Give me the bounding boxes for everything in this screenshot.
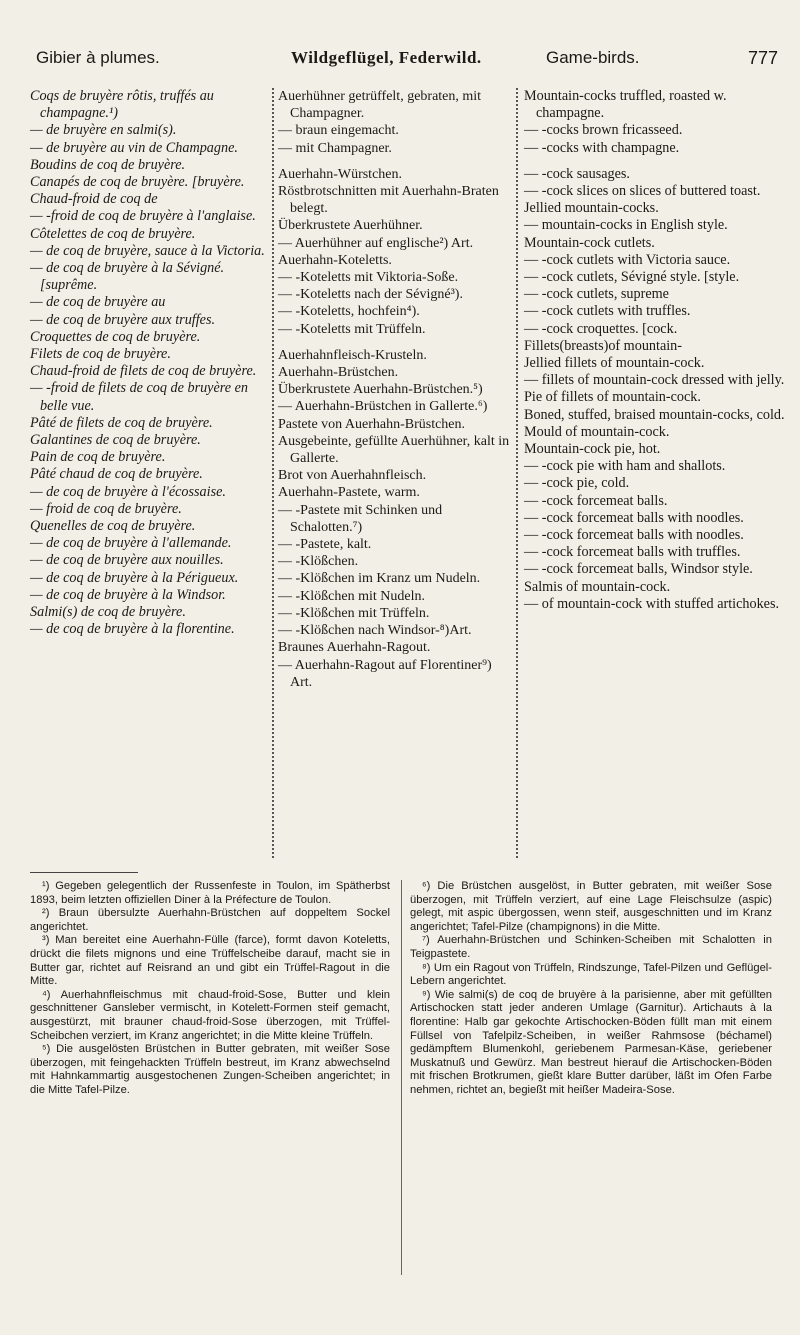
french-entry: — de bruyère en salmi(s). [30,122,177,139]
german-entry: Auerhahn-Würstchen. [278,166,403,182]
english-entry: — fillets of mountain-cock dressed with jelly. [524,372,785,389]
footnote-divider [401,880,402,1275]
german-entry: Braunes Auerhahn-Ragout. [278,640,431,656]
english-entry: Mountain-cocks truffled, roasted w. champagne. [524,88,727,122]
french-entry: Coqs de bruyère rôtis, truffés au champagne.¹) [30,88,214,122]
footnote: ³) Man bereitet eine Auerhahn-Fülle (farce), formt davon Koteletts, drückt die filets mignons und eine Trüffelscheibe darauf, macht sie in Butter gar, richtet auf Reisrand an und gibt ein Trüffel-Ragout in die Mitte. [30,934,390,988]
footnote: ⁹) Wie salmi(s) de coq de bruyère à la parisienne, aber mit gefüllten Artischocken statt jeder anderen Umlage (Garnitur). Artichauts à la florentine: Halb gar gekochte Artischocken-Böden füllt man mit einem Füllsel von Tafelpilz-Scheiben, in weißer Rahmsose (béchamel) gedämpftem Blumenkohl, geriebenem Parmesan-Käse, geriebener Muskatnuß und Gewürz. Man bestreut hierauf die Artischocken-Böden mit frischen Brotkrumen, gießt klare Butter darüber, läßt im Ofen Farbe nehmen, richtet an, begießt mit heißer Madeira-Sose. [410,988,772,1096]
german-entry: Röstbrotschnitten mit Auerhahn-Braten belegt. [278,184,499,217]
english-entry: — -cock cutlets, supreme [524,286,669,303]
english-entry: — -cock forcemeat balls, Windsor style. [524,561,753,578]
header-right-title: Game-birds. [546,48,640,67]
english-entry: — of mountain-cock with stuffed artichokes. [524,595,780,612]
footnote: ⁵) Die ausgelösten Brüstchen in Butter gebraten, mit weißer Sose überzogen, mit feingehackten Trüffeln bestreut, im Kranz abwechselnd mit Hahnkammartig ausgestochenen Zungen-Scheiben angerichtet; in die Mitte Tafel-Pilze. [30,1043,390,1096]
french-entry: Pâté de filets de coq de bruyère. [30,414,213,431]
english-entry: Salmis of mountain-cock. [524,578,671,595]
french-entry: Côtelettes de coq de bruyère. [30,225,196,242]
german-entry: Auerhahn-Koteletts. [278,252,392,268]
french-entry: Pâté chaud de coq de bruyère. [30,466,203,483]
english-entry: — -cocks brown fricasseed. [524,122,683,139]
english-entry: — -cock forcemeat balls with truffles. [524,544,741,561]
german-entry: Überkrustete Auerhahn-Brüstchen.⁵) [278,382,483,398]
english-entry: Mould of mountain-cock. [524,423,670,440]
french-entry: Boudins de coq de bruyère. [30,156,186,173]
footnotes-left [30,880,390,1098]
french-entry: Pain de coq de bruyère. [30,449,166,466]
english-entry: — -cock slices on slices of buttered toast. [524,183,761,200]
german-entry: — Auerhahn-Ragout auf Florentiner⁹) Art. [278,657,492,690]
english-entry: — mountain-cocks in English style. [524,217,728,234]
english-entry: Mountain-cock pie, hot. [524,441,661,458]
french-entry: — de coq de bruyère à l'écossaise. [30,483,226,500]
french-entry: — froid de coq de bruyère. [30,500,182,517]
english-entry: — -cock cutlets with truffles. [524,303,691,320]
german-entry: Pastete von Auerhahn-Brüstchen. [278,416,466,432]
english-entry: — -cock forcemeat balls with noodles. [524,509,744,526]
english-entry: — -cock pie with ham and shallots. [524,458,726,475]
german-entry: Auerhahn-Pastete, warm. [278,485,420,501]
french-entry: — -froid de filets de coq de bruyère en belle vue. [30,380,249,414]
french-entry: — de coq de bruyère aux truffes. [30,311,216,328]
german-entry: — mit Champagner. [278,140,392,156]
french-entry: — de coq de bruyère aux nouilles. [30,552,224,569]
footnote: ⁷) Auerhahn-Brüstchen und Schinken-Scheiben mit Schalotten in Teigpastete. [410,934,772,960]
header-left-title: Gibier à plumes. [36,48,160,67]
french-entry: Quenelles de coq de bruyère. [30,518,196,535]
german-entry: — braun eingemacht. [278,123,399,139]
french-entry: Galantines de coq de bruyère. [30,432,201,449]
english-entry: — -cock cutlets with Victoria sauce. [524,251,731,268]
german-entry: — -Koteletts nach der Sévigné³). [278,287,463,303]
german-entry: Auerhühner getrüffelt, gebraten, mit Champagner. [278,89,482,122]
french-entry: Filets de coq de bruyère. [30,346,171,363]
english-entry: — -cock forcemeat balls with noodles. [524,527,744,544]
german-entry: — Auerhahn-Brüstchen in Gallerte.⁶) [278,399,488,415]
english-entry: Mountain-cock cutlets. [524,234,655,251]
english-entry: — -cock forcemeat balls. [524,492,668,509]
german-entry: — -Klößchen im Kranz um Nudeln. [278,571,481,587]
english-entry: Jellied fillets of mountain-cock. [524,355,705,372]
german-entry: Brot von Auerhahnfleisch. [278,468,427,484]
french-entry: Chaud-froid de filets de coq de bruyère. [30,363,257,380]
footnote: ⁸) Um ein Ragout von Trüffeln, Rindszunge, Tafel-Pilzen und Geflügel-Lebern angerichtet. [410,961,772,988]
english-entry: — -cocks with champagne. [524,139,680,156]
german-entry: — -Koteletts mit Trüffeln. [278,321,426,337]
english-entry: — -cock sausages. [524,165,630,182]
page-header [36,48,779,74]
german-entry: Ausgebeinte, gefüllte Auerhühner, kalt in Gallerte. [278,433,510,467]
footnote-rule [30,872,138,873]
page-number: 777 [748,48,779,68]
footnote: ⁶) Die Brüstchen ausgelöst, in Butter gebraten, mit weißer Sose überzogen, mit Trüffeln verziert, auf eine Lage Fleischsulze (aspic) gelegt, mit aspic übergossen, wenn steif, ausgeschnitten und im Kranz angerichtet; Tafel-Pilze (champignons) in die Mitte. [410,880,772,933]
footnote: ²) Braun übersulzte Auerhahn-Brüstchen auf doppeltem Sockel angerichtet. [30,907,390,933]
english-column [524,88,786,613]
english-entry: Boned, stuffed, braised mountain-cocks, cold. [524,406,785,423]
english-entry: Pie of fillets of mountain-cock. [524,389,701,406]
english-entry: — -cock pie, cold. [524,475,630,492]
french-column [30,88,267,639]
german-entry: — -Koteletts mit Viktoria-Soße. [278,270,459,286]
german-entry: — -Klößchen. [278,554,359,570]
german-entry: — -Pastete mit Schinken und Schalotten.⁷) [278,502,443,535]
german-entry: — -Koteletts, hochfein⁴). [278,304,420,320]
column-divider-2 [516,88,518,858]
french-entry: Canapés de coq de bruyère. [bruyère. [30,174,245,191]
german-column [278,88,510,691]
footnote: ⁴) Auerhahnfleischmus mit chaud-froid-Sose, Butter und klein geschnittener Gansleber vermischt, in Kotelett-Formen steif gemacht, ausgestürzt, mit brauner chaud-froid-Sose überzogen, mit Trüffel-Scheibchen verziert, im Kranz angerichtet; in die Mitte kleine Trüffeln. [30,988,390,1042]
french-entry: — de coq de bruyère au [30,294,166,311]
footnote: ¹) Gegeben gelegentlich der Russenfeste in Toulon, im Spätherbst 1893, beim letzten offiziellen Diner à la Préfecture de Toulon. [30,880,390,906]
english-entry: — -cock cutlets, Sévigné style. [style. [524,269,740,286]
german-entry: Auerhahnfleisch-Krusteln. [278,347,427,363]
english-entry: — -cock croquettes. [cock. [524,320,678,337]
french-entry: — -froid de coq de bruyère à l'anglaise. [30,208,256,225]
german-entry: — -Klößchen mit Trüffeln. [278,605,430,621]
french-entry: — de coq de bruyère à la Périgueux. [30,569,239,586]
french-entry: Chaud-froid de coq de [30,191,158,208]
english-entry: Jellied mountain-cocks. [524,200,659,217]
french-entry: Croquettes de coq de bruyère. [30,328,201,345]
french-entry: — de coq de bruyère, sauce à la Victoria. [30,242,265,259]
french-entry: Salmi(s) de coq de bruyère. [30,604,186,621]
footnotes-right [410,880,772,1098]
german-entry: — -Pastete, kalt. [278,537,372,553]
french-entry: — de coq de bruyère à la florentine. [30,621,235,638]
french-entry: — de coq de bruyère à la Windsor. [30,586,226,603]
french-entry: — de bruyère au vin de Champagne. [30,139,238,156]
german-entry: — -Klößchen nach Windsor-⁸)Art. [278,623,472,639]
german-entry: — -Klößchen mit Nudeln. [278,588,425,604]
french-entry: — de coq de bruyère à la Sévigné. [suprême. [30,260,225,294]
column-divider-1 [272,88,274,858]
french-entry: — de coq de bruyère à l'allemande. [30,535,232,552]
header-center-title: Wildgeflügel, Federwild. [291,48,482,67]
german-entry: Auerhahn-Brüstchen. [278,365,399,381]
english-entry: Fillets(breasts)of mountain- [524,337,683,354]
german-entry: — Auerhühner auf englische²) Art. [278,235,474,251]
german-entry: Überkrustete Auerhühner. [278,218,423,234]
